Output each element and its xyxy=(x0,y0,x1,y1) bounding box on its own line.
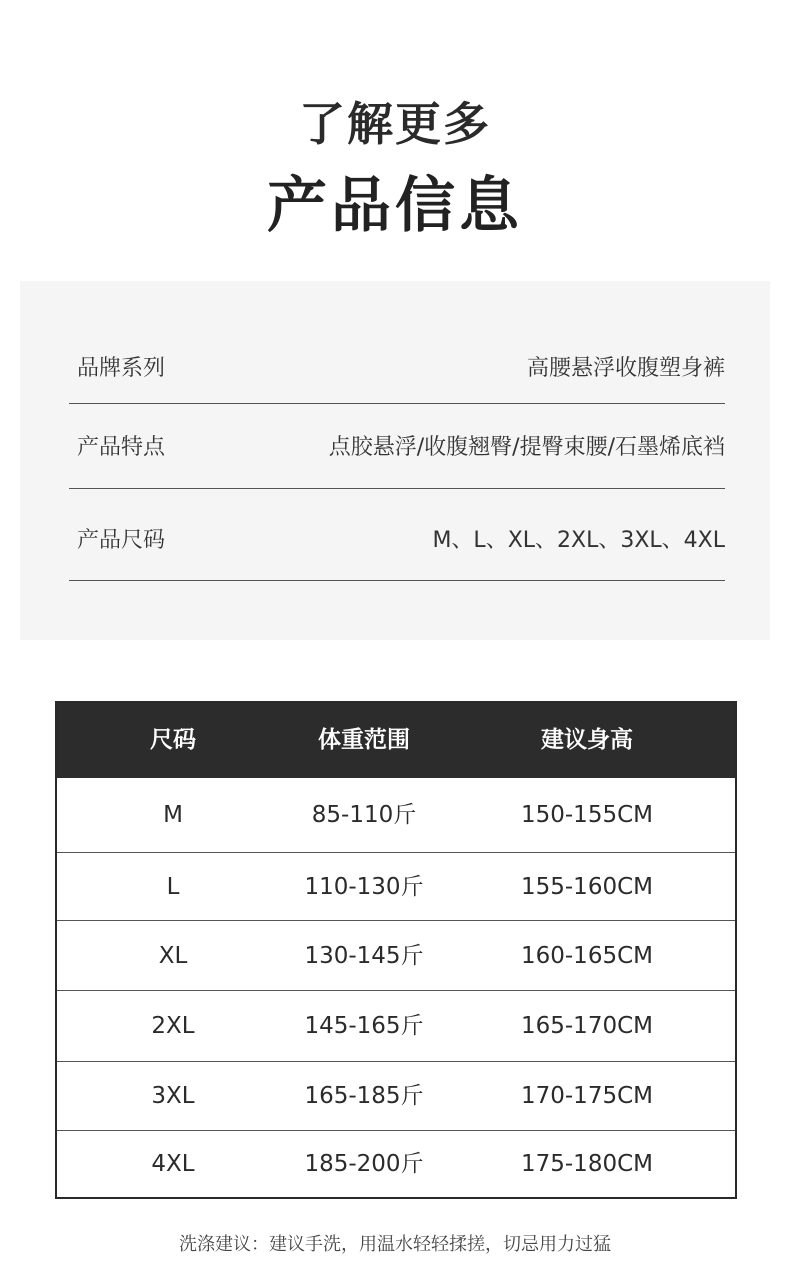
section-title: 产品信息 xyxy=(267,171,523,241)
cell-size: 2XL xyxy=(151,1013,195,1039)
cell-weight: 185-200斤 xyxy=(304,1151,424,1177)
column-header-size: 尺码 xyxy=(150,727,196,753)
table-row xyxy=(57,1130,735,1198)
cell-height: 160-165CM xyxy=(520,943,653,969)
column-header-weight: 体重范围 xyxy=(318,727,410,753)
table-row xyxy=(57,1061,735,1130)
size-chart-table xyxy=(55,701,737,1199)
info-value: M、L、XL、2XL、3XL、4XL xyxy=(432,528,725,553)
table-row xyxy=(57,778,735,852)
cell-size: 4XL xyxy=(151,1151,195,1177)
cell-height: 150-155CM xyxy=(520,802,653,828)
cell-size: 3XL xyxy=(151,1083,195,1109)
washing-instructions: 洗涤建议：建议手洗，用温水轻轻揉搓，切忌用力过猛 xyxy=(179,1234,611,1255)
table-row xyxy=(57,990,735,1061)
table-header xyxy=(57,703,735,778)
cell-weight: 165-185斤 xyxy=(304,1083,424,1109)
info-value: 点胶悬浮/收腹翘臀/提臀束腰/石墨烯底裆 xyxy=(328,435,725,460)
cell-height: 165-170CM xyxy=(520,1013,653,1039)
cell-size: L xyxy=(166,874,180,900)
cell-height: 170-175CM xyxy=(520,1083,653,1109)
table-row xyxy=(57,852,735,921)
info-label: 产品特点 xyxy=(77,435,166,460)
cell-size: M xyxy=(163,802,183,828)
column-header-height: 建议身高 xyxy=(541,727,633,753)
info-row-sizes xyxy=(69,489,725,581)
cell-size: XL xyxy=(158,943,188,969)
info-label: 品牌系列 xyxy=(77,356,166,381)
info-label: 产品尺码 xyxy=(77,528,166,553)
info-value: 高腰悬浮收腹塑身裤 xyxy=(526,356,725,381)
info-row-features xyxy=(69,404,725,489)
cell-weight: 145-165斤 xyxy=(304,1013,424,1039)
product-info-panel xyxy=(20,281,770,640)
cell-height: 175-180CM xyxy=(520,1151,653,1177)
section-subtitle: 了解更多 xyxy=(299,97,491,151)
cell-height: 155-160CM xyxy=(520,874,653,900)
cell-weight: 85-110斤 xyxy=(311,802,417,828)
cell-weight: 110-130斤 xyxy=(304,874,424,900)
cell-weight: 130-145斤 xyxy=(304,943,424,969)
table-row xyxy=(57,920,735,991)
info-row-brand xyxy=(69,335,725,404)
